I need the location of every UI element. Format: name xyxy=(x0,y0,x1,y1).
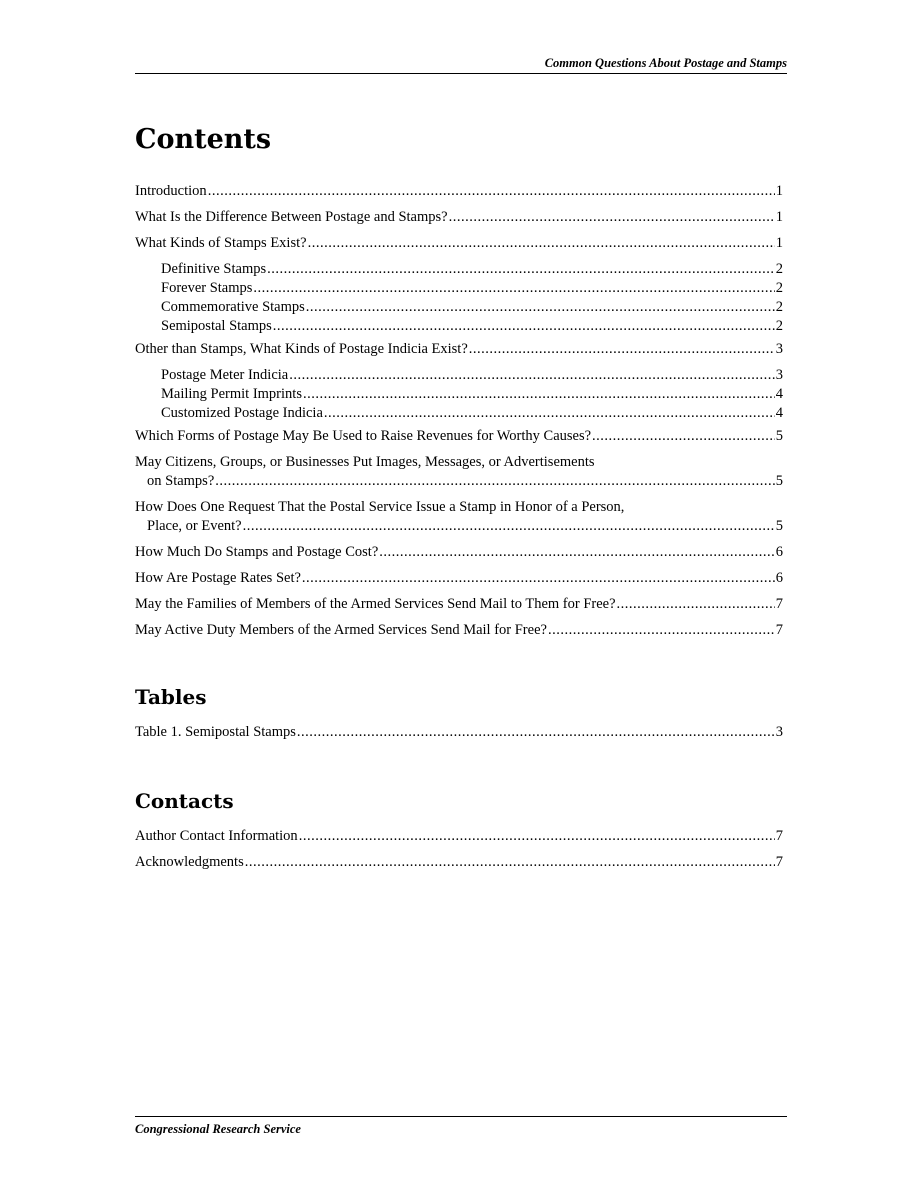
toc-entry-page: 7 xyxy=(775,828,783,844)
toc-entry-page: 3 xyxy=(775,341,783,357)
toc-entry-page: 3 xyxy=(775,724,783,740)
toc-entry-worthy-causes[interactable] xyxy=(135,427,783,446)
dot-leader xyxy=(267,260,775,279)
contents-heading: Contents xyxy=(135,124,272,155)
toc-entry-title-line2: on Stamps? xyxy=(147,473,215,489)
dot-leader xyxy=(245,853,775,872)
toc-entry-page: 5 xyxy=(775,518,783,534)
toc-entry-active-duty-mail-free[interactable] xyxy=(135,621,783,640)
toc-entry-page: 4 xyxy=(775,386,783,402)
tables-heading: Tables xyxy=(135,685,207,709)
toc-entry-title: Which Forms of Postage May Be Used to Raise Revenues for Worthy Causes? xyxy=(135,428,592,444)
dot-leader xyxy=(306,298,775,317)
toc-entry-title: Semipostal Stamps xyxy=(161,318,272,334)
toc-entry-introduction[interactable] xyxy=(135,182,783,201)
toc-entry-title: Introduction xyxy=(135,183,207,199)
toc-entry-title: Mailing Permit Imprints xyxy=(161,386,302,402)
toc-entry-images-on-stamps[interactable] xyxy=(135,453,783,491)
dot-leader xyxy=(302,569,775,588)
toc-entry-title: Author Contact Information xyxy=(135,828,298,844)
toc-subentry-semipostal-stamps[interactable] xyxy=(135,317,783,336)
toc-entry-title: Table 1. Semipostal Stamps xyxy=(135,724,296,740)
toc-entry-postage-indicia[interactable] xyxy=(135,340,783,359)
toc-entry-title-line1: May Citizens, Groups, or Businesses Put Images, Messages, or Advertisements xyxy=(135,454,595,470)
running-footer: Congressional Research Service xyxy=(135,1116,787,1137)
dot-leader xyxy=(208,182,775,201)
toc-entry-acknowledgments[interactable] xyxy=(135,853,783,872)
toc-subentry-mailing-permit-imprints[interactable] xyxy=(135,385,783,404)
dot-leader xyxy=(469,340,775,359)
toc-subentry-forever-stamps[interactable] xyxy=(135,279,783,298)
dot-leader xyxy=(449,208,775,227)
dot-leader xyxy=(215,472,774,491)
toc-entry-page: 7 xyxy=(775,596,783,612)
dot-leader xyxy=(308,234,775,253)
toc-entry-title: Commemorative Stamps xyxy=(161,299,305,315)
dot-leader xyxy=(297,723,775,742)
dot-leader xyxy=(299,827,775,846)
toc-entry-page: 2 xyxy=(775,299,783,315)
toc-entry-title: Customized Postage Indicia xyxy=(161,405,323,421)
toc-entry-page: 3 xyxy=(775,367,783,383)
toc-entry-postage-vs-stamps[interactable] xyxy=(135,208,783,227)
toc-entry-page: 6 xyxy=(775,544,783,560)
dot-leader xyxy=(324,404,775,423)
dot-leader xyxy=(303,385,775,404)
dot-leader xyxy=(592,427,775,446)
toc-entry-table-1[interactable] xyxy=(135,723,783,742)
toc-entry-title: Other than Stamps, What Kinds of Postage Indicia Exist? xyxy=(135,341,468,357)
toc-entry-title: Acknowledgments xyxy=(135,854,244,870)
toc-entry-page: 5 xyxy=(775,428,783,444)
table-of-contents xyxy=(135,124,783,879)
toc-subentry-commemorative-stamps[interactable] xyxy=(135,298,783,317)
toc-entry-cost[interactable] xyxy=(135,543,783,562)
toc-entry-title: Forever Stamps xyxy=(161,280,253,296)
toc-entry-families-mail-free[interactable] xyxy=(135,595,783,614)
toc-entry-title: Definitive Stamps xyxy=(161,261,267,277)
toc-entry-title: May Active Duty Members of the Armed Services Send Mail for Free? xyxy=(135,622,547,638)
toc-subentry-definitive-stamps[interactable] xyxy=(135,260,783,279)
toc-entry-page: 1 xyxy=(775,209,783,225)
running-header: Common Questions About Postage and Stamps xyxy=(135,56,787,74)
toc-entry-author-contact[interactable] xyxy=(135,827,783,846)
toc-entry-page: 2 xyxy=(775,318,783,334)
toc-entry-page: 4 xyxy=(775,405,783,421)
toc-entry-page: 2 xyxy=(775,280,783,296)
dot-leader xyxy=(289,366,775,385)
dot-leader xyxy=(243,517,775,536)
toc-entry-title: Postage Meter Indicia xyxy=(161,367,289,383)
toc-entry-page: 7 xyxy=(775,622,783,638)
toc-entry-kinds-of-stamps[interactable] xyxy=(135,234,783,253)
dot-leader xyxy=(617,595,775,614)
toc-entry-title: What Kinds of Stamps Exist? xyxy=(135,235,307,251)
dot-leader xyxy=(379,543,774,562)
toc-entry-title: What Is the Difference Between Postage and Stamps? xyxy=(135,209,448,225)
toc-entry-title-line1: How Does One Request That the Postal Service Issue a Stamp in Honor of a Person, xyxy=(135,499,625,515)
toc-entry-request-stamp[interactable] xyxy=(135,498,783,536)
toc-entry-page: 5 xyxy=(775,473,783,489)
toc-subentry-customized-postage-indicia[interactable] xyxy=(135,404,783,423)
toc-entry-title: How Much Do Stamps and Postage Cost? xyxy=(135,544,379,560)
toc-entry-page: 7 xyxy=(775,854,783,870)
toc-entry-title: How Are Postage Rates Set? xyxy=(135,570,301,586)
toc-entry-title: May the Families of Members of the Armed Services Send Mail to Them for Free? xyxy=(135,596,616,612)
toc-subentry-postage-meter-indicia[interactable] xyxy=(135,366,783,385)
dot-leader xyxy=(548,621,775,640)
toc-entry-page: 1 xyxy=(775,235,783,251)
toc-entry-page: 1 xyxy=(775,183,783,199)
toc-entry-page: 2 xyxy=(775,261,783,277)
toc-entry-title-line2: Place, or Event? xyxy=(147,518,242,534)
dot-leader xyxy=(253,279,774,298)
toc-entry-page: 6 xyxy=(775,570,783,586)
contacts-heading: Contacts xyxy=(135,789,234,813)
toc-entry-rates-set[interactable] xyxy=(135,569,783,588)
dot-leader xyxy=(273,317,775,336)
